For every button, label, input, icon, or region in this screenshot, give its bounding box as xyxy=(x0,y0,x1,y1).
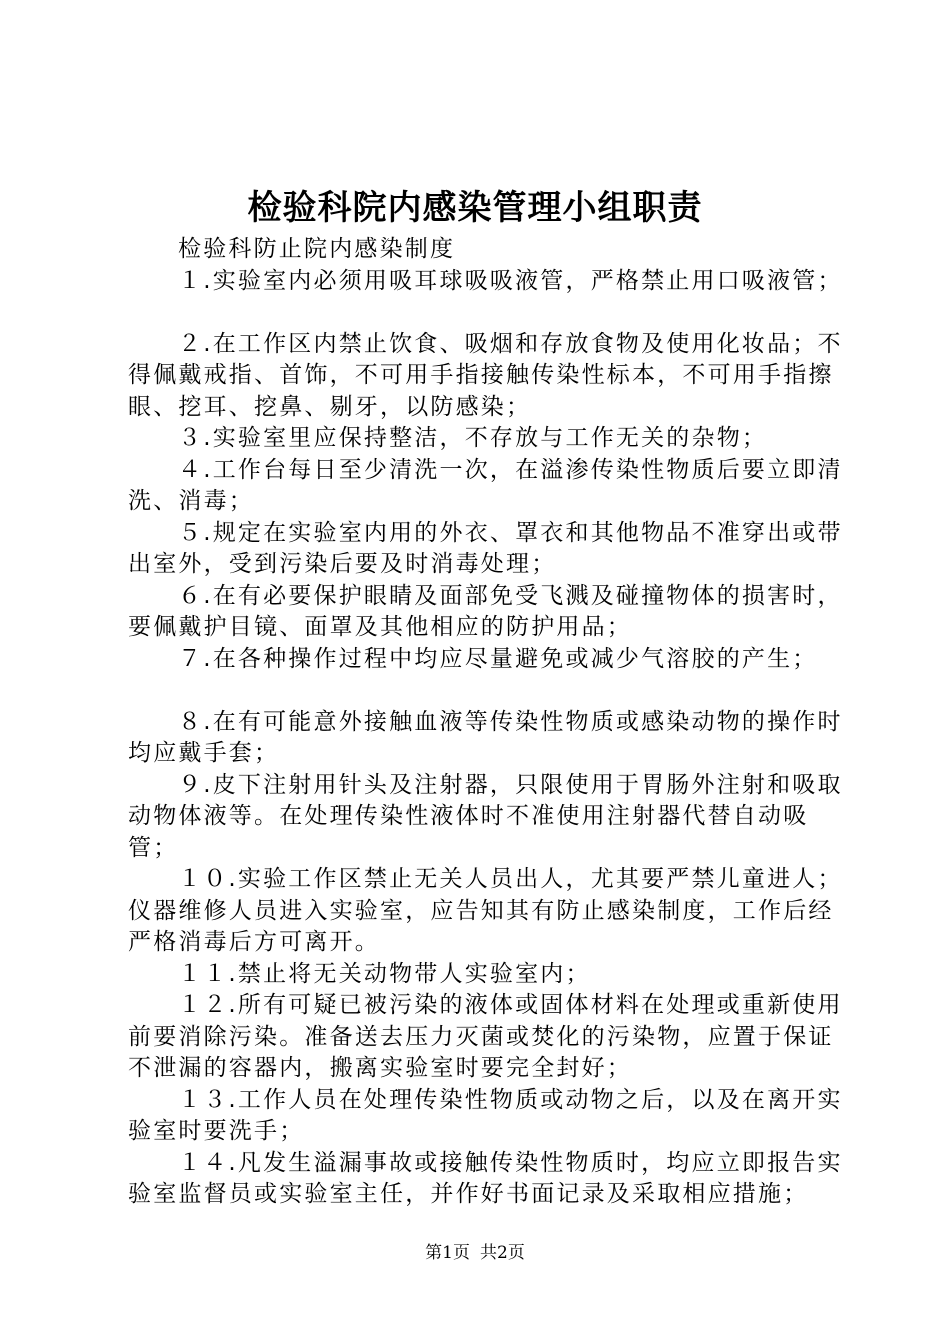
paragraph-rule-12: １２.所有可疑已被污染的液体或固体材料在处理或重新使用前要消除污染。准备送去压力灭菌或焚化的污染物，应置于保证不泄漏的容器内，搬离实验室时要完全封好； xyxy=(128,992,843,1081)
paragraph-rule-6: ６.在有必要保护眼睛及面部免受飞溅及碰撞物体的损害时，要佩戴护目镜、面罩及其他相应的防护用品； xyxy=(128,582,843,640)
page-footer xyxy=(0,1242,950,1264)
paragraph-rule-7: ７.在各种操作过程中均应尽量避免或减少气溶胶的产生； xyxy=(178,645,818,672)
document-title: 检验科院内感染管理小组职责 xyxy=(247,188,703,228)
paragraph-rule-4: ４.工作台每日至少清洗一次，在溢渗传染性物质后要立即清洗、消毒； xyxy=(128,456,843,514)
paragraph-rule-5: ５.规定在实验室内用的外衣、罩衣和其他物品不准穿出或带出室外，受到污染后要及时消毒处理； xyxy=(128,519,843,577)
paragraph-rule-11: １１.禁止将无关动物带人实验室内； xyxy=(178,960,591,987)
page-number-current: 第1页 xyxy=(425,1243,470,1263)
paragraph-rule-8: ８.在有可能意外接触血液等传染性物质或感染动物的操作时均应戴手套； xyxy=(128,708,843,766)
paragraph-rule-3: ３.实验室里应保持整洁，不存放与工作无关的杂物； xyxy=(178,425,768,451)
paragraph-rule-2: ２.在工作区内禁止饮食、吸烟和存放食物及使用化妆品；不得佩戴戒指、首饰，不可用手指接触传染性标本，不可用手指擦眼、挖耳、挖鼻、剔牙，以防感染； xyxy=(128,330,843,420)
paragraph-rule-13: １３.工作人员在处理传染性物质或动物之后，以及在离开实验室时要洗手； xyxy=(128,1086,843,1144)
document-body xyxy=(128,234,848,1211)
paragraph-rule-1: １.实验室内必须用吸耳球吸吸液管，严格禁止用口吸液管； xyxy=(178,267,843,294)
paragraph-rule-14: １４.凡发生溢漏事故或接触传染性物质时，均应立即报告实验室监督员或实验室主任，并作好书面记录及采取相应措施； xyxy=(128,1149,843,1207)
paragraph-heading: 检验科防止院内感染制度 xyxy=(178,236,456,262)
paragraph-rule-10: １０.实验工作区禁止无关人员出人，尤其要严禁儿童进人；仪器维修人员进入实验室，应告知其有防止感染制度，工作后经严格消毒后方可离开。 xyxy=(128,866,843,955)
paragraph-rule-9: ９.皮下注射用针头及注射器，只限使用于胃肠外注射和吸取动物体液等。在处理传染性液体时不准使用注射器代替自动吸管； xyxy=(128,771,843,861)
page-number-total: 共2页 xyxy=(480,1243,525,1263)
